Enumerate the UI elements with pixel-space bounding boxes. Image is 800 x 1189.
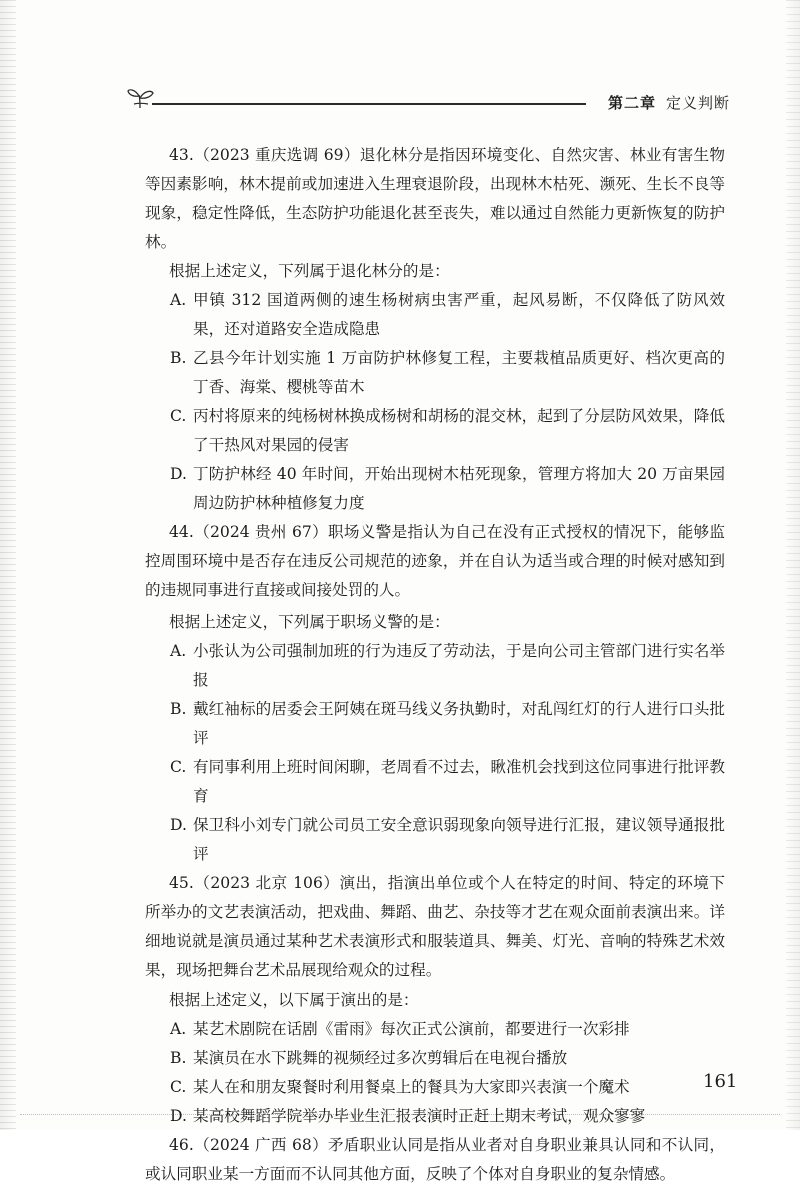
question-number: 43.	[169, 146, 194, 164]
option-d	[145, 460, 725, 518]
sprout-icon	[126, 86, 156, 110]
chapter-number: 第二章	[607, 94, 656, 112]
question-source: （2023 重庆选调 69）	[193, 146, 360, 164]
option-label: A.	[170, 1020, 187, 1038]
question-stem	[145, 141, 725, 257]
option-c	[145, 753, 725, 811]
question-43	[145, 141, 725, 518]
header-rule	[152, 103, 586, 105]
page-number: 161	[703, 1071, 738, 1092]
question-definition: 演出，指演出单位或个人在特定的时间、特定的环境下所举办的文艺表演活动，把戏曲、舞蹈、曲艺、杂技等才艺在观众面前表演出来。详细地说就是演员通过某种艺术表演形式和服装道具、舞美、灯光、音响的特殊艺术效果，现场把舞台艺术品展现给观众的过程。	[145, 874, 725, 979]
option-text: 戴红袖标的居委会王阿姨在斑马线义务执勤时，对乱闯红灯的行人进行口头批评	[193, 700, 725, 747]
option-text: 小张认为公司强制加班的行为违反了劳动法，于是向公司主管部门进行实名举报	[193, 642, 725, 689]
option-label: D.	[170, 1107, 187, 1125]
question-prompt: 根据上述定义，下列属于职场义警的是：	[169, 613, 450, 631]
option-label: D.	[170, 816, 187, 834]
question-definition: 职场义警是指认为自己在没有正式授权的情况下，能够监控周围环境中是否存在违反公司规范的迹象，并在自认为适当或合理的时候对感知到的违规同事进行直接或间接处罚的人。	[145, 523, 725, 599]
option-a	[145, 286, 725, 344]
option-label: A.	[170, 291, 187, 309]
question-number: 46.	[169, 1136, 194, 1154]
option-text: 某艺术剧院在话剧《雷雨》每次正式公演前，都要进行一次彩排	[193, 1020, 630, 1038]
question-source: （2023 北京 106）	[193, 874, 340, 892]
question-prompt: 根据上述定义，下列属于退化林分的是：	[169, 262, 450, 280]
scan-edge-left	[0, 0, 16, 1130]
option-label: C.	[170, 407, 187, 425]
option-label: B.	[170, 349, 187, 367]
option-label: A.	[170, 642, 187, 660]
option-b	[145, 344, 725, 402]
question-definition: 矛盾职业认同是指从业者对自身职业兼具认同和不认同，或认同职业某一方面而不认同其他方面，反映了个体对自身职业的复杂情感。	[145, 1136, 725, 1183]
option-text: 某高校舞蹈学院举办毕业生汇报表演时正赶上期末考试，观众寥寥	[193, 1107, 646, 1125]
option-d	[145, 1102, 725, 1131]
question-number: 45.	[169, 874, 194, 892]
option-text: 乙县今年计划实施 1 万亩防护林修复工程，主要栽植品质更好、档次更高的丁香、海棠、樱桃等苗木	[193, 349, 725, 396]
option-text: 丁防护林经 40 年时间，开始出现树木枯死现象，管理方将加大 20 万亩果园周边防护林种植修复力度	[193, 465, 725, 512]
option-c	[145, 1073, 725, 1102]
option-text: 甲镇 312 国道两侧的速生杨树病虫害严重，起风易断，不仅降低了防风效果，还对道路安全造成隐患	[193, 291, 725, 338]
question-stem	[145, 869, 725, 985]
option-text: 保卫科小刘专门就公司员工安全意识弱现象向领导进行汇报，建议领导通报批评	[193, 816, 725, 863]
question-definition: 退化林分是指因环境变化、自然灾害、林业有害生物等因素影响，林木提前或加速进入生理衰退阶段，出现林木枯死、濒死、生长不良等现象，稳定性降低，生态防护功能退化甚至丧失，难以通过自然能力更新恢复的防护林。	[145, 146, 725, 251]
option-text: 某演员在水下跳舞的视频经过多次剪辑后在电视台播放	[193, 1049, 568, 1067]
running-header	[126, 86, 730, 114]
option-a	[145, 637, 725, 695]
question-number: 44.	[169, 523, 194, 541]
option-b	[145, 1044, 725, 1073]
question-45	[145, 869, 725, 1131]
question-44	[145, 518, 725, 869]
option-c	[145, 402, 725, 460]
option-text: 丙村将原来的纯杨树林换成杨树和胡杨的混交林，起到了分层防风效果，降低了干热风对果园的侵害	[193, 407, 725, 454]
question-source: （2024 广西 68）	[193, 1136, 329, 1154]
option-text: 有同事利用上班时间闲聊，老周看不过去，瞅准机会找到这位同事进行批评教育	[193, 758, 725, 805]
question-prompt: 根据上述定义，以下属于演出的是：	[169, 991, 419, 1009]
scan-edge-right	[786, 0, 800, 1130]
option-b	[145, 695, 725, 753]
option-label: D.	[170, 465, 187, 483]
option-text: 某人在和朋友聚餐时利用餐桌上的餐具为大家即兴表演一个魔术	[193, 1078, 630, 1096]
option-label: B.	[170, 700, 187, 718]
question-46	[145, 1131, 725, 1189]
option-label: B.	[170, 1049, 187, 1067]
option-a	[145, 1015, 725, 1044]
option-d	[145, 811, 725, 869]
option-label: C.	[170, 1078, 187, 1096]
chapter-title	[608, 93, 730, 113]
question-source: （2024 贵州 67）	[193, 523, 329, 541]
section-title: 定义判断	[665, 94, 730, 112]
page-content	[145, 141, 725, 1189]
question-stem	[145, 518, 725, 605]
option-label: C.	[170, 758, 187, 776]
question-stem	[145, 1131, 725, 1189]
